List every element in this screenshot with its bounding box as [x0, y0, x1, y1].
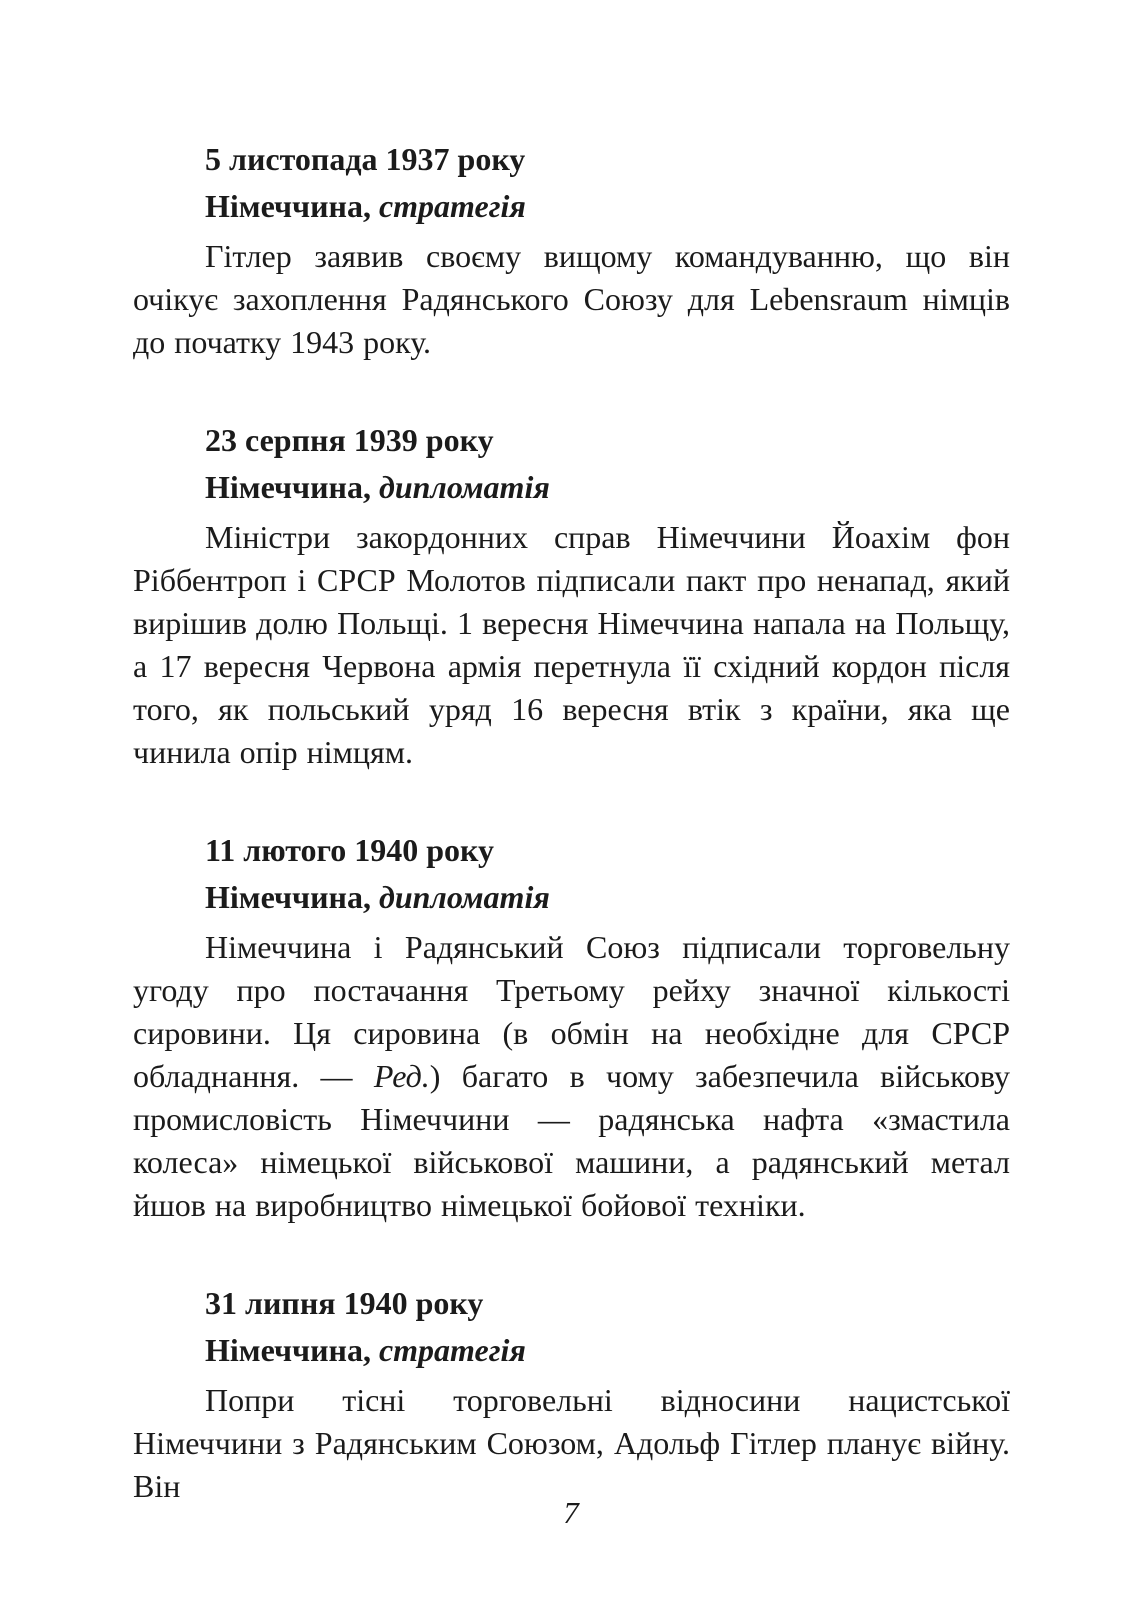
entry-location-heading [205, 185, 1010, 228]
page-content [133, 138, 1010, 1563]
entry-country: Німеччина, [205, 1332, 371, 1368]
entry-body-paragraph: Німеччина і Радянський Союз підписали торговельну угоду про постачання Третьому рейху значної кількості сировини. Ця сировина (в обмін на необхідне для СРСР обладнання. — Ред.) багато в чому забезпечила військову промисловість Німеччини — радянська нафта «змастила колеса» німецької військової машини, а радянський метал йшов на виробництво німецької бойової техніки. [133, 929, 1011, 1223]
entry-date-heading: 31 липня 1940 року [205, 1285, 484, 1321]
entry-topic: дипломатія [378, 469, 550, 505]
entry-date-heading: 23 серпня 1939 року [205, 422, 494, 458]
entry-location-heading [205, 876, 1010, 919]
entry-location-heading [205, 1329, 1010, 1372]
entry-date-heading: 11 лютого 1940 року [205, 832, 495, 868]
entry-topic: дипломатія [378, 879, 550, 915]
chronology-entry-3 [133, 829, 1010, 1227]
entry-date-heading: 5 листопада 1937 року [205, 141, 526, 177]
entry-body-paragraph: Міністри закордонних справ Німеччини Йоахім фон Ріббентроп і СРСР Молотов підписали пакт про ненапад, який вирішив долю Польщі. 1 вересня Німеччина напала на Польщу, а 17 вересня Червона армія перетнула її східний кордон після того, як польський уряд 16 вересня втік з країни, яка ще чинила опір німцям. [133, 519, 1010, 770]
entry-topic: стратегія [378, 188, 526, 224]
entry-body-paragraph: Попри тісні торговельні відносини нацистської Німеччини з Радянським Союзом, Адольф Гітлер планує війну. Він [133, 1382, 1010, 1504]
entry-country: Німеччина, [205, 879, 371, 915]
chronology-entry-2 [133, 419, 1010, 774]
entry-topic: стратегія [378, 1332, 526, 1368]
entry-country: Німеччина, [205, 469, 371, 505]
chronology-entry-1 [133, 138, 1010, 364]
chronology-entry-4 [133, 1282, 1010, 1508]
entry-body-paragraph: Гітлер заявив своєму вищому командуванню, що він очікує захоплення Радянського Союзу для Lebensraum німців до початку 1943 року. [133, 238, 1010, 360]
page-number: 7 [563, 1495, 579, 1530]
entry-location-heading [205, 466, 1010, 509]
entry-country: Німеччина, [205, 188, 371, 224]
